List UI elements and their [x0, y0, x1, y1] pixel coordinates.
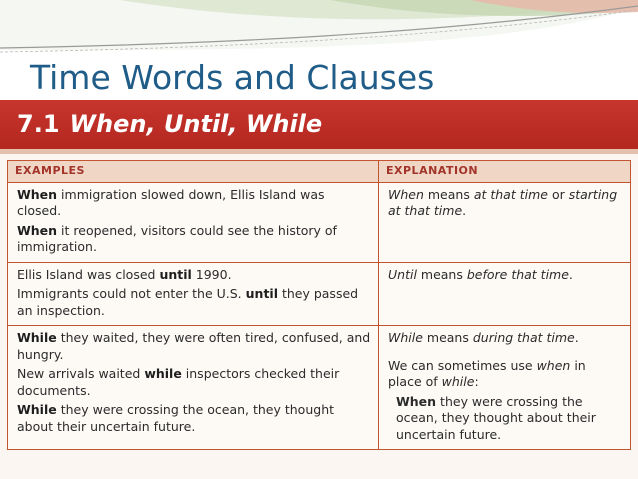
- section-title: When, Until, While: [69, 110, 323, 138]
- example-sentence: While they were crossing the ocean, they thought about their uncertain future.: [17, 402, 335, 434]
- decorative-swoosh: [0, 0, 638, 60]
- section-banner: [0, 100, 638, 149]
- textbook-scan: [0, 100, 638, 479]
- example-sentence: New arrivals waited while inspectors checked their documents.: [17, 366, 340, 398]
- explanation-cell: [379, 182, 631, 262]
- header-explanation: EXPLANATION: [379, 161, 631, 183]
- example-sentence: When it reopened, visitors could see the history of immigration.: [17, 222, 337, 255]
- explanation-cell: [379, 262, 631, 326]
- explanation-text: When means at that time or starting at that time.: [388, 186, 618, 219]
- explanation-text: While means during that time.: [388, 330, 579, 346]
- grammar-table: [7, 160, 631, 450]
- explanation-example: When they were crossing the ocean, they thought about their uncertain future.: [396, 393, 596, 442]
- table-header-row: [8, 161, 631, 183]
- banner-stripe: [0, 149, 638, 154]
- example-sentence: When immigration slowed down, Ellis Island was closed.: [17, 186, 325, 219]
- explanation-text: Until means before that time.: [388, 266, 573, 282]
- slide-title: Time Words and Clauses: [30, 58, 435, 97]
- example-sentence: Immigrants could not enter the U.S. until they passed an inspection.: [17, 286, 359, 318]
- table-row: [8, 262, 631, 326]
- explanation-cell: [379, 326, 631, 450]
- example-sentence: Ellis Island was closed until 1990.: [17, 266, 232, 282]
- table-row: [8, 326, 631, 450]
- explanation-text: We can sometimes use when in place of while:: [388, 357, 586, 390]
- examples-cell: [8, 262, 379, 326]
- section-heading: [17, 110, 322, 138]
- header-examples: EXAMPLES: [8, 161, 379, 183]
- examples-cell: [8, 326, 379, 450]
- examples-cell: [8, 182, 379, 262]
- table-row: [8, 182, 631, 262]
- example-sentence: While they waited, they were often tired, confused, and hungry.: [17, 330, 371, 362]
- section-number: 7.1: [17, 110, 60, 138]
